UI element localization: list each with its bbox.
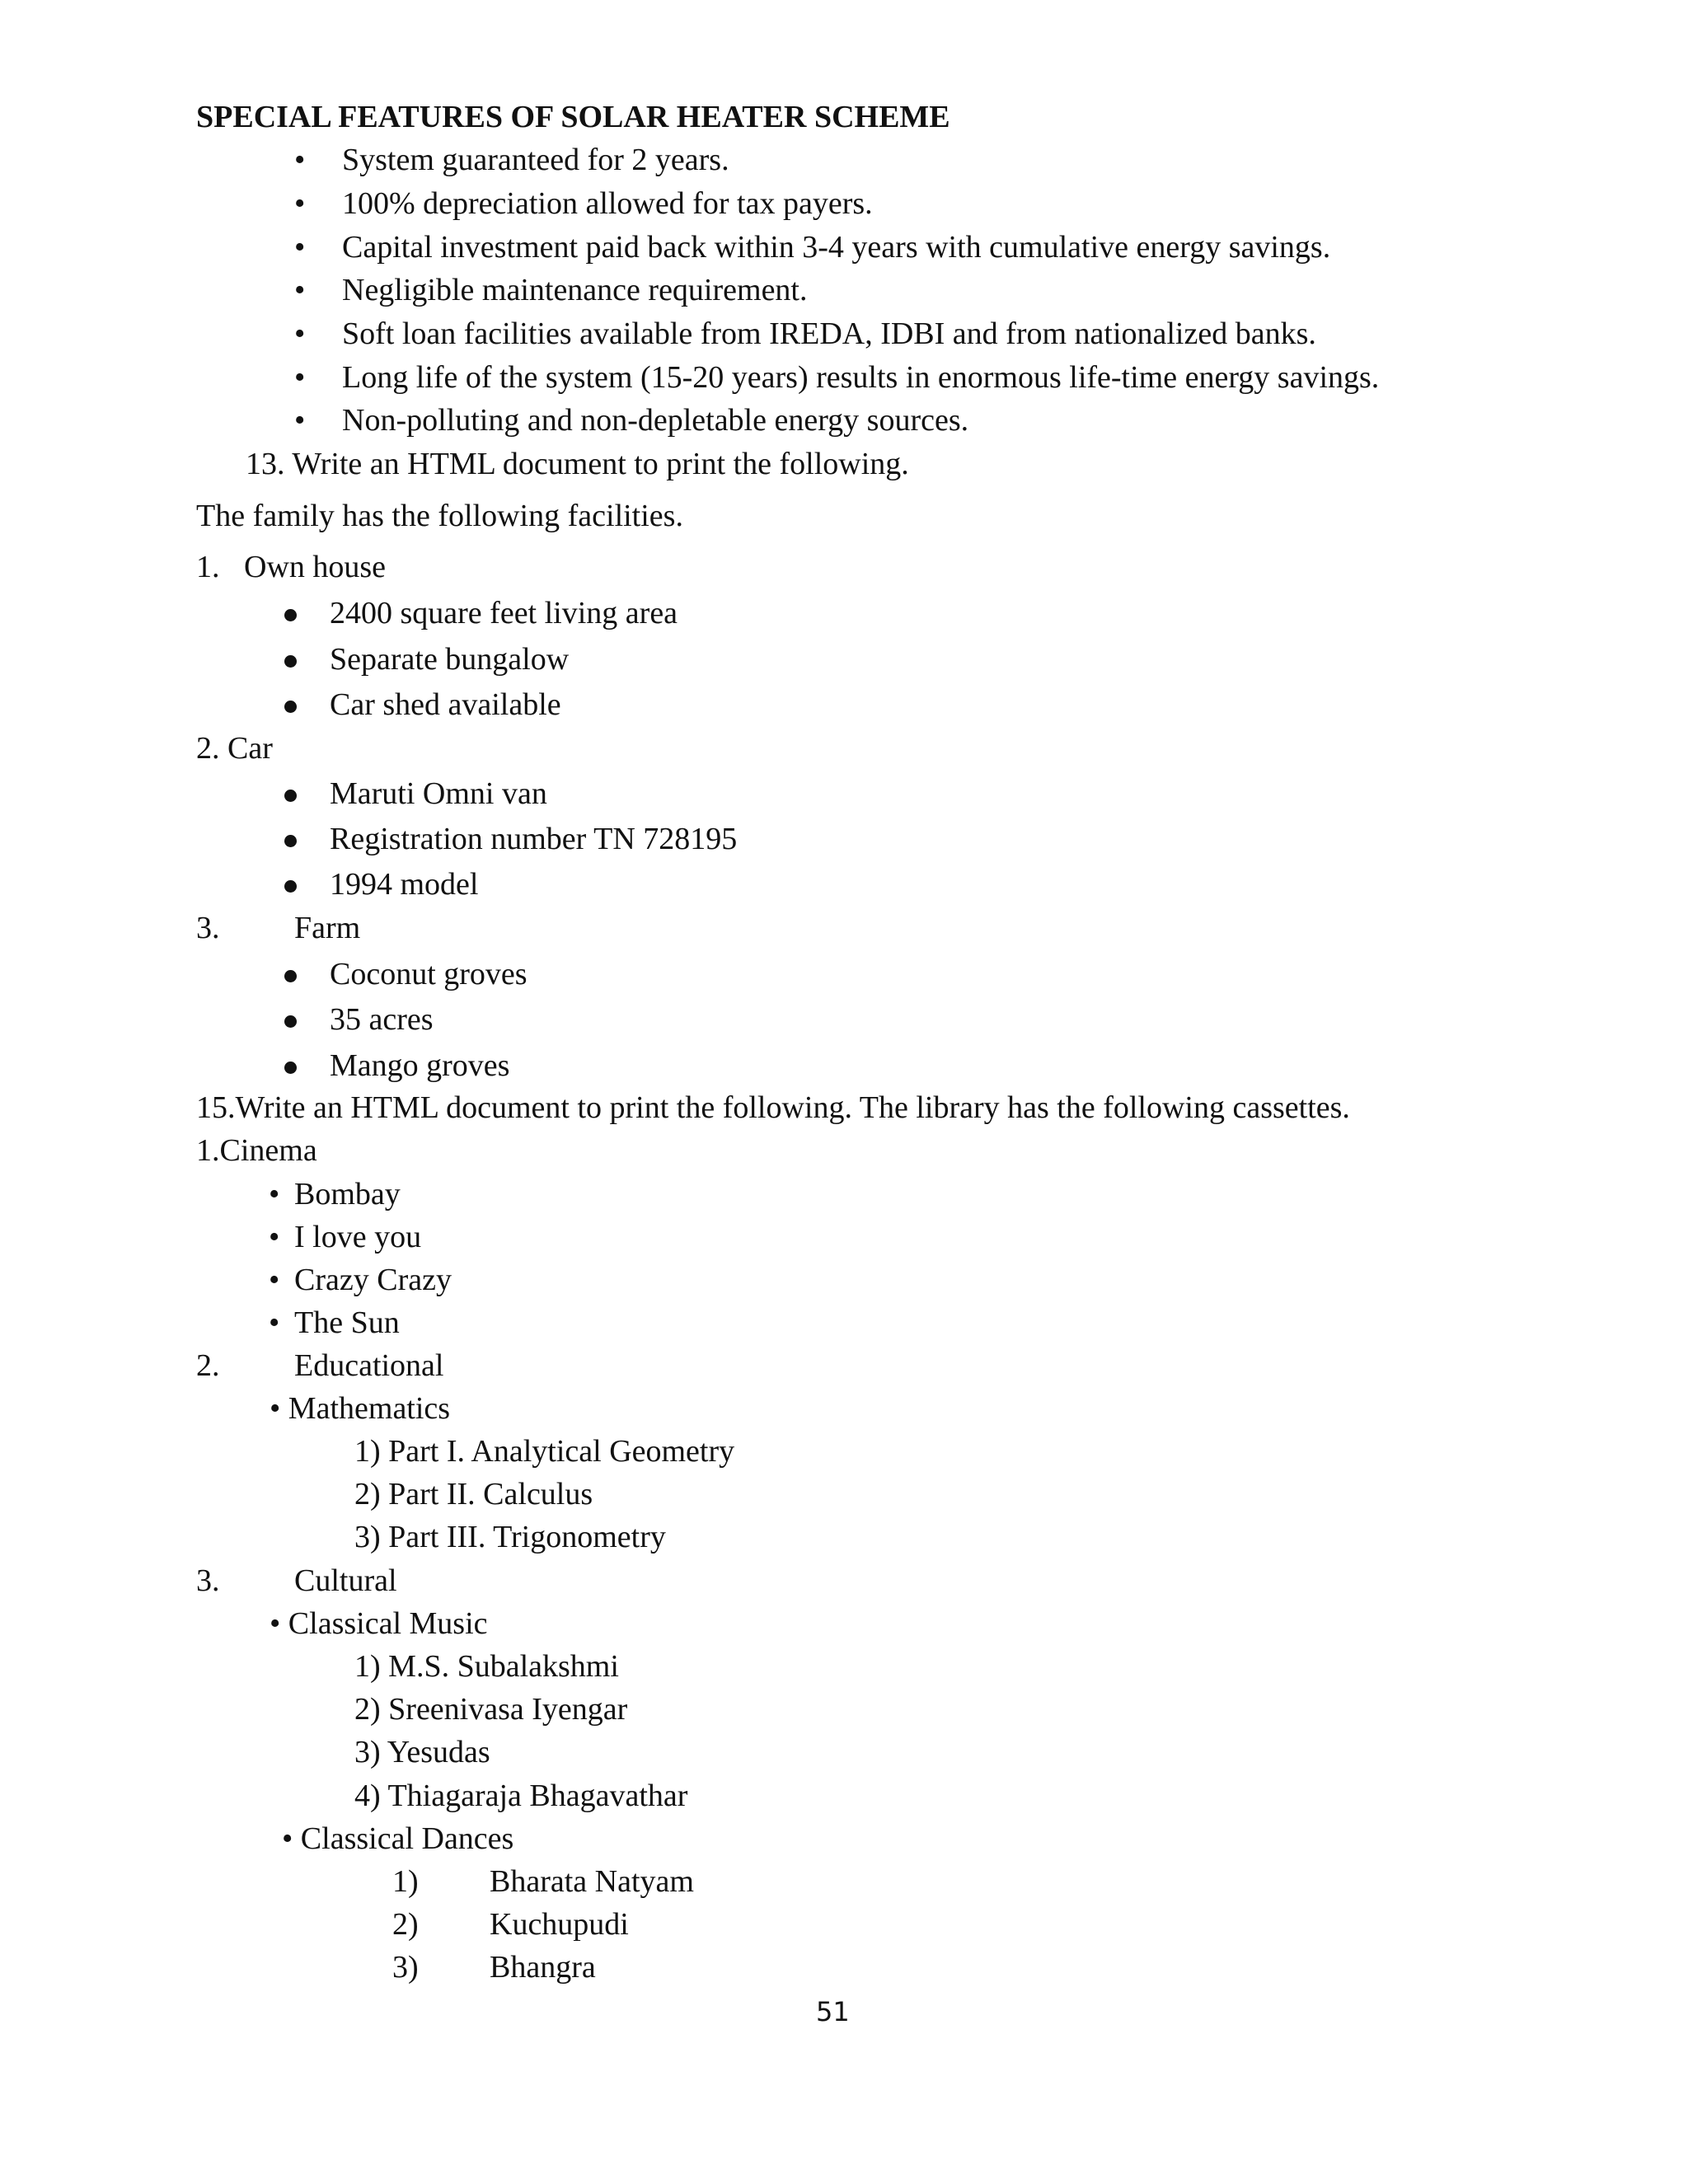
bullet-dot [284,880,297,893]
solar-item: Long life of the system (15-20 years) results in enormous life-time energy savings. [342,360,1380,395]
math-item: 3) Part III. Trigonometry [354,1520,666,1554]
classical-dances-sub: • Classical Dances [282,1821,514,1856]
bullet-glyph: • [294,403,306,438]
solar-item: Capital investment paid back within 3-4 years with cumulative energy savings. [342,230,1331,265]
bullet-glyph: • [294,230,306,265]
list-number: 1. [196,550,220,584]
list-number: 1) [392,1864,419,1899]
bullet-dot [284,1062,297,1074]
farm-item: Mango groves [330,1048,510,1083]
educational-label: Educational [294,1348,444,1383]
list-number: 3. [196,911,220,945]
q13-intro: The family has the following facilities. [196,499,683,533]
cinema-item: Bombay [294,1177,401,1212]
dance-item: Kuchupudi [490,1907,629,1942]
bullet-dot [284,655,297,668]
farm-item: 35 acres [330,1002,434,1037]
list-number: 3. [196,1563,220,1598]
bullet-glyph: • [294,360,306,395]
bullet-dot [284,790,297,802]
dance-item: Bharata Natyam [490,1864,694,1899]
list-number: 2) [392,1907,419,1942]
car-item: Maruti Omni van [330,776,547,811]
q15-prompt: 15.Write an HTML document to print the following. The library has the following cassettes. [196,1090,1350,1125]
bullet-dot [284,1015,297,1028]
solar-item: Non-polluting and non-depletable energy sources. [342,403,969,438]
music-item: 2) Sreenivasa Iyengar [354,1692,628,1727]
solar-item: System guaranteed for 2 years. [342,143,729,177]
dance-item: Bhangra [490,1950,596,1985]
page-number: 51 [816,1996,850,2027]
list-number: 3) [392,1950,419,1985]
bullet-glyph: • [269,1220,280,1254]
music-item: 3) Yesudas [354,1735,490,1769]
bullet-glyph: • [294,186,306,221]
bullet-glyph: • [294,316,306,351]
cinema-label: 1.Cinema [196,1133,317,1168]
house-item: Car shed available [330,687,561,722]
house-item: Separate bungalow [330,642,570,677]
solar-item: Negligible maintenance requirement. [342,273,808,307]
car-label: 2. Car [196,731,273,766]
house-label: Own house [244,550,387,584]
mathematics-sub: • Mathematics [270,1391,451,1426]
bullet-glyph: • [269,1305,280,1340]
cinema-item: I love you [294,1220,422,1254]
music-item: 1) M.S. Subalakshmi [354,1649,619,1684]
bullet-dot [284,701,297,713]
q13-prompt: 13. Write an HTML document to print the following. [246,447,909,481]
bullet-glyph: • [269,1263,280,1297]
classical-music-sub: • Classical Music [270,1606,488,1641]
bullet-dot [284,970,297,982]
math-item: 1) Part I. Analytical Geometry [354,1434,735,1469]
house-item: 2400 square feet living area [330,596,678,630]
list-number: 2. [196,1348,220,1383]
bullet-glyph: • [294,273,306,307]
bullet-glyph: • [294,143,306,177]
bullet-dot [284,609,297,621]
cinema-item: The Sun [294,1305,400,1340]
music-item: 4) Thiagaraja Bhagavathar [354,1779,688,1813]
cinema-item: Crazy Crazy [294,1263,452,1297]
solar-heading: SPECIAL FEATURES OF SOLAR HEATER SCHEME [196,100,950,134]
bullet-glyph: • [269,1177,280,1212]
farm-label: Farm [294,911,361,945]
solar-item: 100% depreciation allowed for tax payers. [342,186,873,221]
math-item: 2) Part II. Calculus [354,1477,593,1511]
car-item: Registration number TN 728195 [330,822,738,856]
solar-item: Soft loan facilities available from IREDA, IDBI and from nationalized banks. [342,316,1316,351]
bullet-dot [284,835,297,847]
cultural-label: Cultural [294,1563,397,1598]
farm-item: Coconut groves [330,957,528,991]
car-item: 1994 model [330,867,479,902]
